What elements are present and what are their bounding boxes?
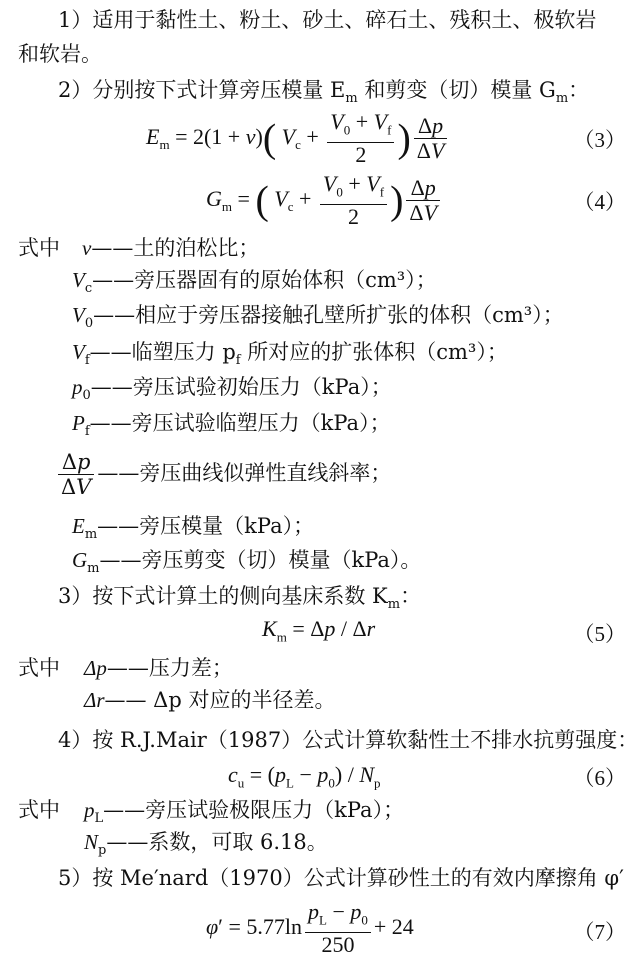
- item4-text: 4）按 R.J.Mair（1987）公式计算软黏性土不排水抗剪强度：: [58, 728, 639, 752]
- def-nu: ν——土的泊松比；: [82, 236, 260, 260]
- def-vf-end: 所对应的扩张体积（cm³）；: [240, 340, 508, 364]
- def-dr: Δr—— Δp 对应的半径差。: [84, 688, 336, 712]
- equation-6: $c_u = (p_L - p_0) / N_p$: [228, 762, 381, 791]
- def-pl: $p_L——$旁压试验极限压力（kPa）；: [84, 798, 405, 827]
- def-np-text: ——系数，可取 6.18。: [106, 830, 328, 854]
- where-label-2: 式中: [18, 656, 60, 680]
- equation-7-number: （7）: [573, 920, 626, 944]
- def-slope-text: ——旁压曲线似弹性直线斜率；: [97, 461, 392, 485]
- def-em: $E_m——$旁压模量（kPa）；: [72, 514, 315, 543]
- item2-mid: 和剪变（切）模量 G: [357, 78, 556, 102]
- def-dp-text: ——压力差；: [106, 656, 233, 680]
- equation-3-number: （3）: [573, 128, 626, 152]
- def-slope: $\frac{\Delta p}{\Delta V}$ ——旁压曲线似弹性直线斜率；: [58, 450, 391, 499]
- def-p0: $p_0——$旁压试验初始压力（kPa）；: [72, 375, 392, 404]
- item5-text: 5）按 Me′nard（1970）公式计算砂性土的有效内摩擦角 φ′: [58, 866, 624, 890]
- item2-lead: 2）分别按下式计算旁压模量 E: [58, 78, 346, 102]
- item3-end: ：: [400, 584, 422, 608]
- item1-line1: 1）适用于黏性土、粉土、砂土、碎石土、残积土、极软岩: [58, 8, 597, 32]
- equation-4-number: （4）: [573, 190, 626, 214]
- def-gm: $G_m——$旁压剪变（切）模量（kPa）。: [72, 548, 422, 577]
- equation-4: $G_m$ = ( $V_c$ + $\frac{V_0 + V_f}{2}$ ) $\frac{\Delta p}{\Delta V}$: [206, 172, 443, 229]
- def-vc: $V_c——$旁压器固有的原始体积（cm³）；: [72, 268, 437, 297]
- def-dr-text: —— Δp 对应的半径差。: [104, 688, 336, 712]
- def-p0-text: ——旁压试验初始压力（kPa）；: [90, 375, 392, 399]
- def-v0: $V_0——$相应于旁压器接触孔壁所扩张的体积（cm³）；: [72, 303, 564, 332]
- def-pl-text: ——旁压试验极限压力（kPa）；: [103, 798, 405, 822]
- def-np: $N_p——$系数，可取 6.18。: [84, 830, 328, 859]
- def-nu-text: ——土的泊松比；: [91, 236, 260, 260]
- item2-text: 2）分别按下式计算旁压模量 $E_m$ 和剪变（切）模量 $G_m$：: [58, 78, 590, 107]
- item1-line2: 和软岩。: [18, 42, 102, 66]
- def-vf-text: ——临塑压力 p: [89, 340, 236, 364]
- def-vc-text: ——旁压器固有的原始体积（cm³）；: [92, 268, 437, 292]
- item2-end: ：: [568, 78, 590, 102]
- def-gm-text: ——旁压剪变（切）模量（kPa）。: [99, 548, 422, 572]
- def-em-text: ——旁压模量（kPa）；: [97, 514, 315, 538]
- where-label-3: 式中: [18, 798, 60, 822]
- where-label-1: 式中: [18, 236, 60, 260]
- equation-3: $E_m = 2(1 + \nu)$( $V_c$ + $\frac{V_0 + V_f}{2}$ ) $\frac{\Delta p}{\Delta V}$: [146, 110, 450, 167]
- item3-lead: 3）按下式计算土的侧向基床系数 K: [58, 584, 388, 608]
- equation-7: φ′ = 5.77ln $\frac{p_L - p_0}{250}$ + 24: [206, 899, 414, 958]
- item3-text: 3）按下式计算土的侧向基床系数 $K_m$：: [58, 584, 422, 613]
- equation-5: $K_m = \Delta p / \Delta r$: [262, 616, 376, 645]
- equation-6-number: （6）: [573, 766, 626, 790]
- equation-5-number: （5）: [573, 622, 626, 646]
- def-vf: $V_f——$临塑压力 $p_f$ 所对应的扩张体积（cm³）；: [72, 340, 508, 369]
- def-v0-text: ——相应于旁压器接触孔壁所扩张的体积（cm³）；: [93, 303, 564, 327]
- def-pf: $P_f——$旁压试验临塑压力（kPa）；: [72, 411, 391, 440]
- def-dp: Δp——压力差；: [84, 656, 233, 680]
- def-pf-text: ——旁压试验临塑压力（kPa）；: [89, 411, 391, 435]
